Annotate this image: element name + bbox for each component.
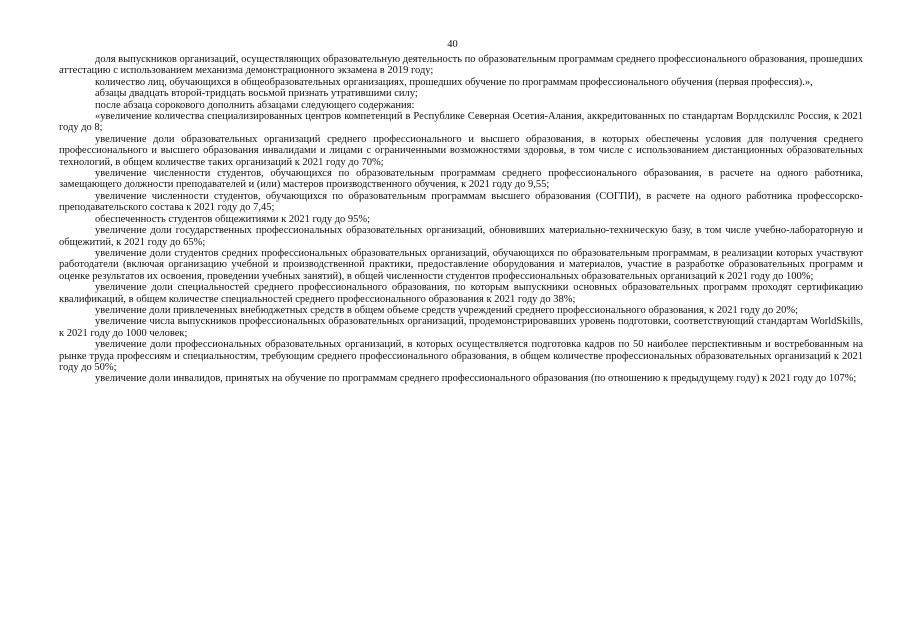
paragraph: после абзаца сорокового дополнить абзацами следующего содержания:: [95, 99, 415, 111]
page-number: 40: [447, 39, 458, 50]
paragraph: увеличение доли образовательных организаций среднего профессионального и высшего образования, в которых обеспечены условия для получения среднего профессионального и высшего образования инвалидами и лицами с ограниченными возможностями здоровья, в том числе с использованием дистанционных образовательных технологий, в общем количестве таких организаций к 2021 году до 70%;: [59, 133, 863, 168]
paragraph: увеличение доли студентов средних профессиональных образовательных организаций, обучающихся по образовательным программам, в реализации которых участвуют работодатели (включая организацию учебной и производственной практики, предоставление оборудования и материалов, участие в разработке образовательных программ и оценке результатов их освоения, проведении учебных занятий), в общей численности студентов профессиональных образовательных организаций к 2021 году до 100%;: [59, 247, 863, 282]
paragraph: количество лиц, обучающихся в общеобразовательных организациях, прошедших обучение по программам профессионального обучения (первая профессия).»,: [95, 76, 813, 88]
paragraph: увеличение доли специальностей среднего профессионального образования, по которым выпускники основных образовательных программ проходят сертификацию квалификаций, в общем количестве специальностей среднего профессионального образования к 2021 году до 38%;: [59, 282, 863, 305]
paragraph: увеличение доли государственных профессиональных образовательных организаций, обновивших материально-техническую базу, в том числе учебно-лабораторную и общежитий, к 2021 году до 65%;: [59, 225, 863, 248]
paragraph: обеспеченность студентов общежитиями к 2021 году до 95%;: [95, 213, 371, 225]
document-body: [59, 54, 863, 385]
paragraph: доля выпускников организаций, осуществляющих образовательную деятельность по образовательным программам среднего профессионального образования, прошедших аттестацию с использованием механизма демонстрационного экзамена в 2019 году;: [59, 54, 863, 77]
paragraph: увеличение численности студентов, обучающихся по образовательным программам среднего профессионального образования, в расчете на одного работника, замещающего должности преподавателей и (или) мастеров производственного обучения, к 2021 году до 9,55;: [59, 168, 863, 191]
paragraph: увеличение доли привлеченных внебюджетных средств в общем объеме средств учреждений среднего профессионального образования, к 2021 году до 20%;: [95, 304, 798, 316]
paragraph: увеличение численности студентов, обучающихся по образовательным программам высшего образования (СОГПИ), в расчете на одного работника профессорско-преподавательского состава к 2021 году до 7,45;: [59, 190, 863, 214]
paragraph: абзацы двадцать второй-тридцать восьмой признать утратившими силу;: [95, 88, 418, 100]
paragraph: увеличение числа выпускников профессиональных образовательных организаций, продемонстрировавших уровень подготовки, соответствующий стандартам WorldSkills, к 2021 году до 1000 человек;: [59, 316, 863, 339]
paragraph: увеличение доли профессиональных образовательных организаций, в которых осуществляется подготовка кадров по 50 наиболее перспективным и востребованным на рынке труда профессиям и специальностям, требующим среднего профессионального образования, в общем количестве профессиональных образовательных организаций к 2021 году до 50%;: [59, 339, 863, 373]
paragraph: «увеличение количества специализированных центров компетенций в Республике Северная Осетия-Алания, аккредитованных по стандартам Ворлдскиллс Россия, к 2021 году до 8;: [59, 111, 863, 134]
paragraph: увеличение доли инвалидов, принятых на обучение по программам среднего профессионального образования (по отношению к предыдущему году) к 2021 году до 107%;: [95, 373, 857, 385]
